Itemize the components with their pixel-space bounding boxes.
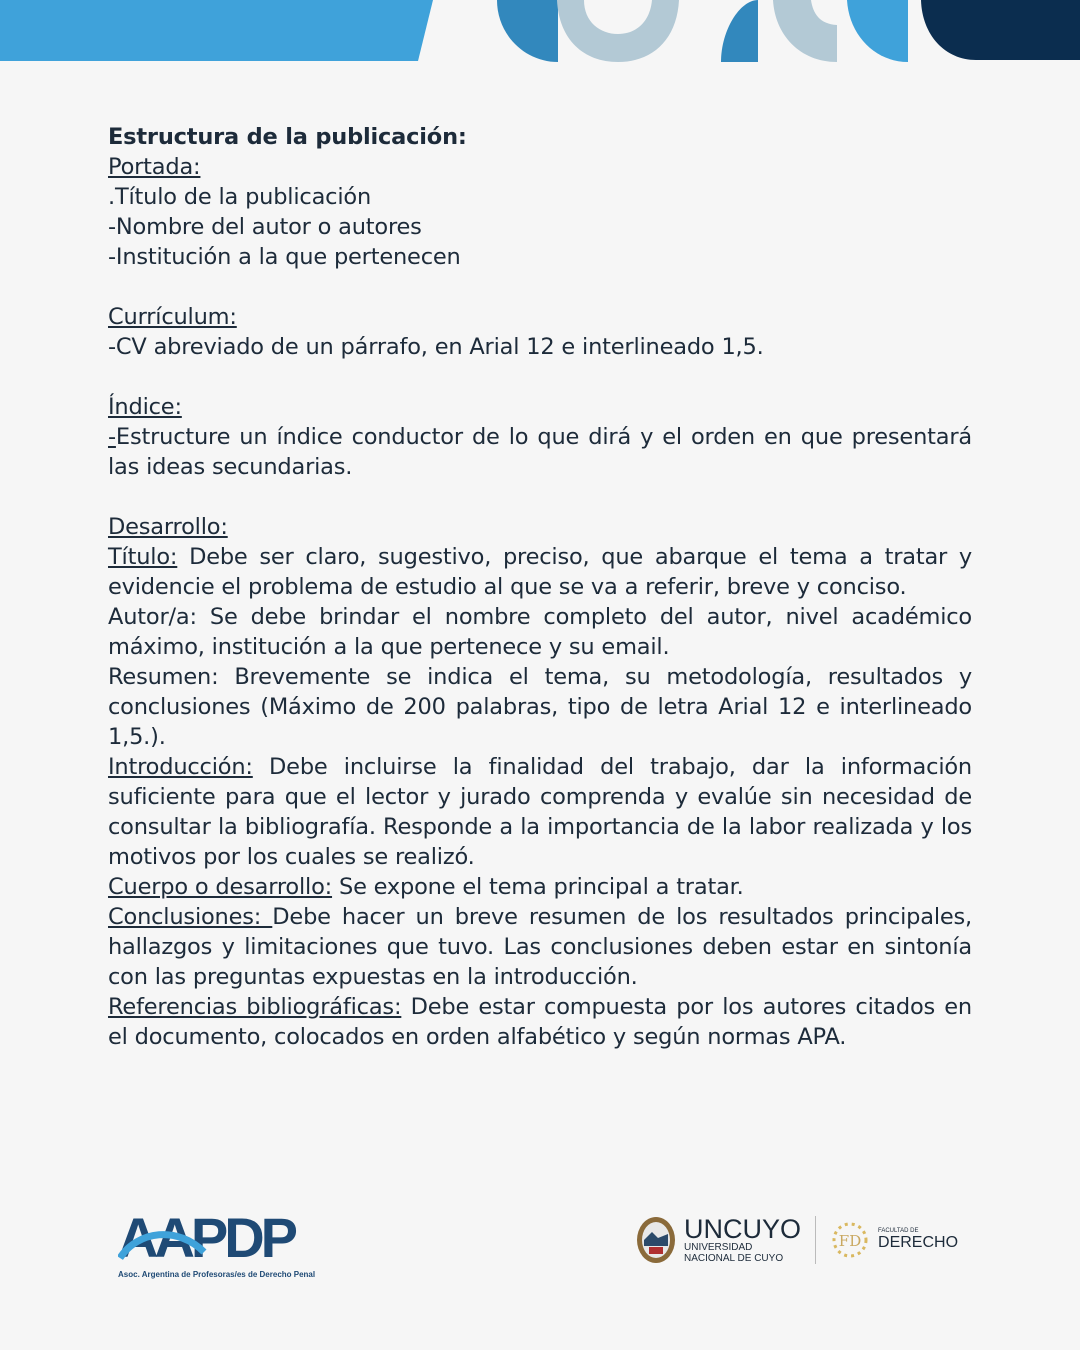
header-banner bbox=[0, 0, 433, 61]
autor-text: Autor/a: Se debe brindar el nombre completo del autor, nivel académico máximo, institución a la que pertenece y su email. bbox=[108, 604, 972, 660]
curriculum-label: Currículum: bbox=[108, 304, 237, 330]
list-item: -Nombre del autor o autores bbox=[108, 214, 422, 240]
titulo-label: Título: bbox=[108, 544, 178, 570]
section-heading: Estructura de la publicación: bbox=[108, 124, 467, 150]
desarrollo-label: Desarrollo: bbox=[108, 514, 228, 540]
svg-text:AAPDP: AAPDP bbox=[118, 1212, 295, 1262]
deco-shape bbox=[721, 0, 758, 62]
resumen-text: Resumen: Brevemente se indica el tema, su metodología, resultados y conclusiones (Máximo de 200 palabras, tipo de letra Arial 12 e interlineado 1,5.). bbox=[108, 664, 972, 750]
deco-shape bbox=[773, 0, 837, 62]
aapdp-tagline: Asoc. Argentina de Profesoras/es de Derecho Penal bbox=[118, 1270, 316, 1279]
deco-shape bbox=[921, 0, 1080, 60]
list-item: -Institución a la que pertenecen bbox=[108, 244, 461, 270]
indice-text: Estructure un índice conductor de lo que dirá y el orden en que presentará las ideas secundarias. bbox=[108, 424, 972, 480]
conclusiones-text: Debe hacer un breve resumen de los resultados principales, hallazgos y limitaciones que tuvo. Las conclusiones deben estar en sintonía con las preguntas expuestas en la introducción. bbox=[108, 904, 972, 990]
cuerpo-text: Se expone el tema principal a tratar. bbox=[332, 874, 744, 900]
conclusiones-label: Conclusiones: bbox=[108, 904, 273, 930]
intro-label: Introducción: bbox=[108, 754, 253, 780]
fd-laurel-icon bbox=[830, 1220, 870, 1260]
deco-shape bbox=[497, 0, 558, 62]
aapdp-logo bbox=[118, 1212, 324, 1279]
referencias-text: Debe estar compuesta por los autores citados en el documento, colocados en orden alfabético y según normas APA. bbox=[108, 994, 972, 1050]
header-decoration bbox=[0, 0, 1080, 62]
portada-label: Portada: bbox=[108, 154, 201, 180]
cuerpo-label: Cuerpo o desarrollo: bbox=[108, 874, 333, 900]
publication-structure bbox=[108, 122, 972, 1052]
fd-big: DERECHO bbox=[878, 1234, 959, 1251]
aapdp-logo-mark bbox=[118, 1212, 324, 1262]
uncuyo-line1: UNIVERSIDAD bbox=[684, 1242, 753, 1253]
university-logos bbox=[636, 1216, 958, 1264]
titulo-text: Debe ser claro, sugestivo, preciso, que abarque el tema a tratar y evidencie el problema de estudio al que se va a referir, breve y conciso. bbox=[108, 544, 972, 600]
curriculum-text: -CV abreviado de un párrafo, en Arial 12 e interlineado 1,5. bbox=[108, 334, 764, 360]
deco-shape bbox=[557, 0, 679, 62]
intro-text: Debe incluirse la finalidad del trabajo, dar la información suficiente para que el lector y jurado comprenda y evalúe sin necesidad de consultar la bibliografía. Responde a la importancia de la labor realizada y los motivos por los cuales se realizó. bbox=[108, 754, 972, 870]
uncuyo-name: UNCUYO bbox=[684, 1214, 802, 1244]
fd-small: FACULTAD DE bbox=[878, 1228, 919, 1234]
deco-shape bbox=[847, 0, 908, 62]
uncuyo-line2: NACIONAL DE CUYO bbox=[684, 1253, 784, 1264]
logo-divider bbox=[815, 1216, 816, 1264]
list-item: .Título de la publicación bbox=[108, 184, 372, 210]
referencias-label: Referencias bibliográficas: bbox=[108, 994, 402, 1020]
indice-label: Índice: bbox=[108, 394, 182, 420]
svg-text:FD: FD bbox=[838, 1232, 862, 1250]
indice-dash: - bbox=[108, 424, 116, 450]
uncuyo-seal-icon bbox=[636, 1216, 676, 1264]
